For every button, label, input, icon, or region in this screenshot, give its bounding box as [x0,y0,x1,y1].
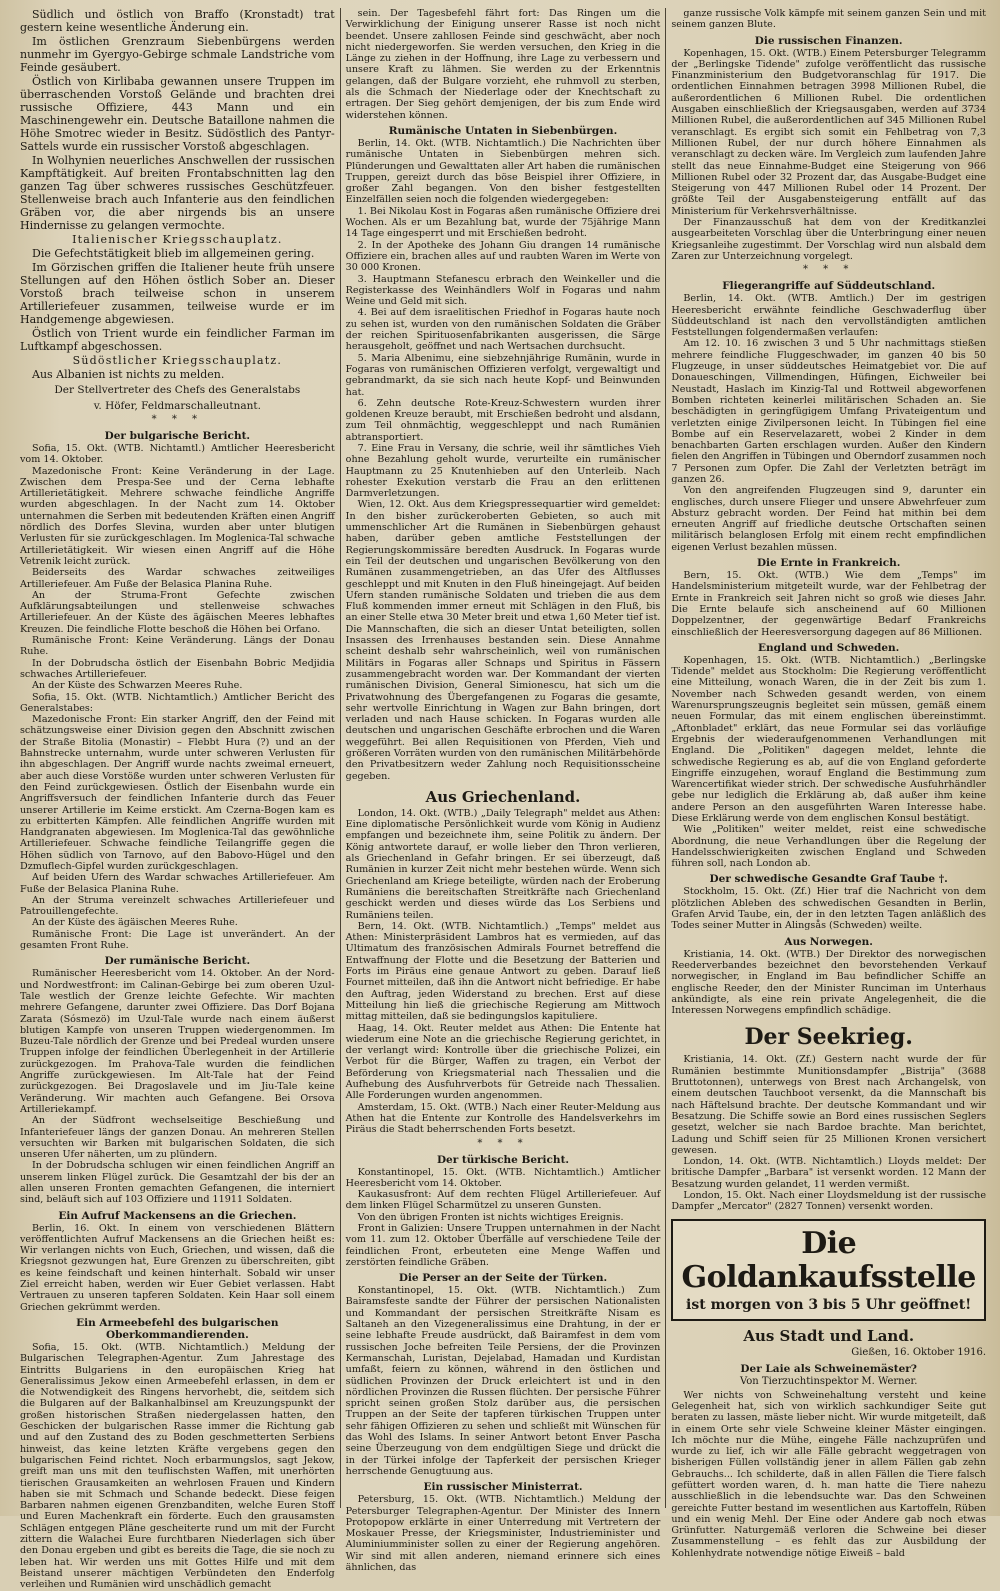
paragraph: Von den angreifenden Flugzeugen sind 9, darunter ein englisches, durch unsere Flieger und unsere Abwehrfeuer zum Absturz gebracht worden. Der Feind hat mithin bei dem erneuten Angriff auf friedliche deutsche Ortschaften seinen militärisch belanglosen Erfolg mit einem recht empfindlichen eigenen Verlust bezahlen müssen. [671,485,987,553]
author-line: Von Tierzuchtinspektor M. Werner. [739,1375,918,1387]
paragraph: Berlin, 14. Okt. (WTB. Nichtamtlich.) Die Nachrichten über rumänische Untaten in Siebenbürgen mehren sich. Plünderungen und Gewalttaten aller Art haben die rumänischen Truppen, gereizt durch das böse Beispiel ihrer Offiziere, in großer Zahl begangen. Von den bisher festgestellten Einzelfällen seien noch die folgenden wiedergegeben: [345,137,661,206]
column-rule [340,8,341,1508]
article-heading: Der Laie als Schweinemäster? [740,1362,917,1375]
paragraph: Berlin, 14. Okt. (WTB. Amtlich.) Der im gestrigen Heeresbericht erwähnte feindliche Geschwaderflug über Süddeutschland ist nach den vervollständigten amtlichen Feststellungen folgendermaßen verlaufen: [671,293,987,339]
paragraph: Sofia, 15. Okt. (WTB. Nichtamtlich.) Meldung der Bulgarischen Telegraphen-Agentur. Zum Jahrestage des Eintritts Bulgariens in den europäischen Krieg hat Generalissimus Jekow einen Armeebefehl erlassen, in dem er die Notwendigkeit des Ringens hervorhebt, die, seitdem sich die Bulgaren auf der Balkanhalbinsel am Kreuzungspunkt der großen historischen Straßen niedergelassen hatten, den Geschicken der bulgarischen Rasse immer die Richtung gab und auf den Zustand des zu Boden geschmetterten Serbiens hinweist, das keine letzten Kräfte vergebens gegen den bulgarischen Feind richtet. Noch erbarmungslos, sagt Jekow, greift man uns mit den teuflischsten Waffen, mit unerhörten tierischen Grausamkeiten an wehrlosen Frauen und Kindern haben sie mit Schmach und Schande bedeckt. Diese feigen Barbaren nahmen eigenen Grenzbanditen, welche Euren Stoff und Euren Machenkraft ein förderte. Euch den grausamsten Schlägen entgegen Pläne gescheiterte rund um mit der Furcht zittern die Walachei Eure furchtbaren Niederlagen sich über den Donau ergeben und gibt es bereits die Tage, die sie noch zu leben hat. Wir werden uns mit Gottes Hilfe und mit dem Beistand unserer mächtigen Verbündeten den Enderfolg verleihen und Rumänien wird unschädlich gemacht [20,1341,335,1591]
paragraph: Petersburg, 15. Okt. (WTB. Nichtamtlich.) Meldung der Petersburger Telegraphen-Agentur. Der Minister des Innern Protopopow erklärte in einer Unterredung mit Vertretern der Moskauer Presse, der Kriegsminister, Industrieminister und Aluminiumminister sollen zu einer der Regierung angehören. Wir sind mit allen anderen, niemand erinnere sich eines ähnlichen, das [345,1494,661,1573]
article-heading: Die russischen Finanzen. [754,34,903,47]
paragraph: An der Struma-Front Gefechte zwischen Aufklärungsabteilungen und stellenweise schwaches Artilleriefeuer. An der Küste des ägäischen Meeres lebhaftes Kreuzen. Die feindliche Flotte beschoß die Höhen bei Orfano. [20,589,335,635]
paragraph: Bern, 15. Okt. (WTB.) Wie dem „Temps" im Handelsministerium mitgeteilt wurde, war der Fehlbetrag der Ernte in Frankreich seit Jahren nicht so groß wie dieses Jahr. Die Ernte belaufe sich anscheinend auf 60 Millionen Doppelzentner, der gegenwärtige Bedarf Frankreichs einschließlich der Heeresversorgung dagegen auf 86 Millionen. [671,570,987,638]
article-heading [20,1329,335,1341]
paragraph: Südlich und östlich von Braffo (Kronstadt) trat gestern keine wesentliche Änderung ein. [20,8,335,34]
paragraph: Kristiania, 14. Okt. (WTB.) Der Direktor des norwegischen Reederverbandes bezeichnet den bevorstehenden Verkauf norwegischer, in England im Bau befindlicher Schiffe an englische Reeder, den der Minister Runciman im Unterhaus ankündigte, als eine rein private Angelegenheit, die die Interessen Norwegens empfindlich schädige. [671,948,987,1017]
paragraph: Östlich von Kirlibaba gewannen unsere Truppen im überraschenden Vorstoß Gelände und brachten drei russische Offiziere, 443 Mann und ein Maschinengewehr ein. Deutsche Bataillone nahmen die Höhe Smotrec wieder in Besitz. Südöstlich des Pantyr-Sattels wurde ein russischer Vorstoß abgeschlagen. [20,75,335,153]
advertisement-subtitle: ist morgen von 3 bis 5 Uhr geöffnet! [686,1296,972,1313]
paragraph: London, 14. Okt. (WTB. Nichtamtlich.) Lloyds meldet: Der britische Dampfer „Barbara" ist versenkt worden. 12 Mann der Besatzung wurden gelandet, 11 werden vermißt. [671,1156,987,1190]
section-separator: * * * [803,264,855,276]
paragraph: Die Gefechtstätigkeit blieb im allgemeinen gering. [32,247,315,260]
paragraph: Konstantinopel, 15. Okt. (WTB. Nichtamtlich.) Zum Bairamsfeste sandte der Führer der persischen Nationalisten und Kommandant der persischen Streitkräfte Nisam es Saltaneh an den Vizegeneralissimus eine Drahtung, in der er seine lebhafte Freude ausdrückt, daß Bairamfest in dem vom russischen Joche befreiten Teile Persiens, der die Provinzen Kermanschah, Luristan, Dejelabad, Hamadan und Kurdistan umfaßt, feiern zu können, während in den östlichen und südlichen Provinzen der Druck erleichtert ist und in den nördlichen Provinzen die Russen flüchten. Der persische Führer spricht seinen großen Stolz darüber aus, die persischen Truppen an der Seite der tapferen türkischen Truppen unter sehr fähigen Offizieren zu sehen und schließt mit Wünschen für das Wohl des Islams. In seiner Antwort betont Enver Pascha seine Überzeugung von dem endgültigen Siege und drückt die in der Türkei infolge der Tapferkeit der persischen Krieger herrschende Genugtuung aus. [345,1285,661,1477]
article-heading: Aus Griechenland. [425,787,581,806]
paragraph: Östlich von Trient wurde ein feindlicher Farman im Luftkampf abgeschossen. [20,327,335,353]
paragraph: Sofia, 15. Okt. (WTB. Nichtamtl.) Amtlicher Heeresbericht vom 14. Oktober. [20,443,335,466]
paragraph: Auf beiden Ufern des Wardar schwaches Artilleriefeuer. Am Fuße der Belasica Planina Ruhe. [20,872,335,895]
paragraph: Im Görzischen griffen die Italiener heute früh unsere Stellungen auf den Höhen östlich Sober an. Dieser Vorstoß brach teilweise schon in unserem Artilleriefeuer zusammen, teilweise wurde er im Handgemenge abgewiesen. [20,261,335,326]
paragraph: Sofia, 15. Okt. (WTB. Nichtamtlich.) Amtlicher Bericht des Generalstabes: [20,691,335,714]
signature-line: Der Stellvertreter des Chefs des Generalstabs [54,384,301,396]
article-heading: Die Ernte in Frankreich. [756,557,901,570]
paragraph: 3. Hauptmann Stefanescu erbrach den Weinkeller und die Registerkasse des Weinhändlers Wolf in Fogaras und nahm Weine und Geld mit sich. [345,273,661,308]
paragraph: Mazedonische Front: Ein starker Angriff, den der Feind mit schätzungsweise einer Division gegen den Abschnitt zwischen der Straße Bitolia (Monastir) – Flebbt Hura (?) und an der Bahnstrecke unternahm, wurde unter schweren Verlusten für ihn abgeschlagen. Der Angriff wurde nachts zweimal erneuert, aber auch diese Vorstöße wurden unter schweren Verlusten für den Feind zurückgewiesen. Östlich der Eisenbahn wurde ein Angriffsversuch der feindlichen Infanterie durch das Feuer unserer Artillerie im Keime erstickt. Am Czerna-Bogen kam es zu erbitterten Kämpfen. Alle feindlichen Angriffe wurden mit Handgranaten abgewiesen. Im Moglenica-Tal das gewöhnliche Artilleriefeuer. Schwache feindliche Teilangriffe gegen die Höhen südlich von Tarnovo, auf den Babovo-Hügel und den Dzmuflech-Gipfel wurden zurückgeschlagen. [20,714,335,872]
paragraph: Front in Galizien: Unsere Truppen unternahmen in der Nacht vom 11. zum 12. Oktober Überfälle auf verschiedene Teile der feindlichen Front, erbeuteten eine Menge Waffen und zerstörten feindliche Gräben. [345,1222,661,1268]
section-separator: * * * [151,414,204,425]
paragraph: Wien, 12. Okt. Aus dem Kriegspressequartier wird gemeldet: In den bisher zurückeroberten Gebieten, so auch mit ummenschlicher Art die Rumänen in Siebenbürgen gehaust haben, darüber geben amtliche Feststellungen der Regierungskommissäre beredten Ausdruck. In Fogaras wurde ein Teil der deutschen und ungarischen Bevölkerung von den Rumänen zusammengetrieben, an das Ufer des Altflusses geschleppt und mit Knuten in den Fluß hineingejagt. Auf beiden Ufern standen rumänische Soldaten und trieben die aus dem Fluß kommenden immer erneut mit Schlägen in den Fluß, bis an einer Stelle etwa 30 Meter breit und etwa 1,60 Meter tief ist. Die Mannschaften, die sich an dieser Untat beteiligten, sollen Insassen des Irrenhauses bestanden sein. Diese Annahme scheint deshalb sehr wahrscheinlich, weil von rumänischen Militärs in Fogaras aller Schnaps und Spiritus in Fässern zusammengebracht worden war. Der Kommandant der vierten rumänischen Division, General Simionescu, hat sich um die Privatwohnung des Übergefangenen zu Fogaras die gesamte, sehr wertvolle Einrichtung in Wagen zur Bahn bringen, dort verladen und nach Hause schicken. In Fogaras wurden alle deutschen und ungarischen Geschäfte erbrochen und die Waren weggeführt. Bei allen Requisitionen von Pferden, Vieh und größeren Vorräten wurden von den rumänischen Militärbehörde den Privatbesitzern weder Zahlung noch Requisitionsscheine gegeben. [345,499,661,782]
paragraph: Kristiania, 14. Okt. (Zf.) Gestern nacht wurde der für Rumänien bestimmte Munitionsdampfer „Bistrija" (3688 Bruttotonnen), unterwegs von Brest nach Archangelsk, von einem deutschen Tauchboot versenkt, da die Mannschaft bis nach Häftelsund brachte. Der deutsche Kommandant und wir Besatzung. Die Schiffe sowie an Bord eines russischen Seglers gesetzt, welcher sie nach Bardoe brachte. Man berichtet, Ladung und Schiff seien für 25 Millionen Kronen versichert gewesen. [671,1054,987,1156]
paragraph: Von den übrigen Fronten ist nichts wichtiges Ereignis. [357,1211,624,1223]
section-separator: * * * [477,1137,529,1149]
paragraph: Im östlichen Grenzraum Siebenbürgens werden nunmehr im Gyergyo-Gebirge schmale Landstriche vom Feinde gesäubert. [20,35,335,74]
article-heading: Die Perser an der Seite der Türken. [398,1272,608,1285]
heading-line: Oberkommandierenden. [105,1328,249,1341]
paragraph: Aus Albanien ist nichts zu melden. [32,368,225,381]
paragraph: 6. Zehn deutsche Rote-Kreuz-Schwestern wurden ihrer goldenen Kreuze beraubt, mit Erschießen bedroht und alsdann, zum Teil ohnmächtig, weggeschleppt und nach Rumänien abtransportiert. [345,397,661,443]
paragraph: Haag, 14. Okt. Reuter meldet aus Athen: Die Entente hat wiederum eine Note an die griechische Regierung gerichtet, in der verlangt wird: Kontrolle über die griechische Polizei, ein Verbot für die Bürger, Waffen zu tragen, ein Verbot der Beförderung von Kriegsmaterial nach Thessalien und die Aufhebung des Ausfuhrverbots für Getreide nach Thessalien. Alle Forderungen wurden angenommen. [345,1022,661,1102]
section-subheading: Italienischer Kriegsschauplatz. [72,233,283,246]
paragraph: 4. Bei auf dem israelitischen Friedhof in Fogaras haute noch zu sehen ist, wurden von den rumänischen Soldaten die Gräber der reichen Spirituosenfabrikanten ausgerissen, die Särge herausgeholt, geöffnet und nach Wertsachen durchsucht. [345,307,661,353]
paragraph: Berlin, 16. Okt. In einem von verschiedenen Blättern veröffentlichten Aufruf Mackensens an die Griechen heißt es: Wir verlangen nichts von Euch, Griechen, und wissen, daß die Kriegsnot gezwungen hat, Eure Grenzen zu überschreiten, gibt es keine feindschaft und keinen hinterhalt. Sobald wir unser Ziel erreicht haben, werden wir Euer Gebiet verlassen. Habt Vertrauen zu unseren tapferen Soldaten. Kein Haar soll einem Griechen gekrümmt werden. [20,1222,335,1313]
advertisement-title: Die Goldankaufsstelle [681,1225,976,1295]
paragraph: Rumänischer Heeresbericht vom 14. Oktober. An der Nord- und Nordwestfront: im Calinan-Gebirge bei zum oberen Uzul-Tale westlich der Grenze leichte Gefechte. Wir machten mehrere Gefangene, darunter zwei Offiziere. Das Dorf Bojana Zarata (Sósmezö) im Uzul-Tale wurde nach einem äußerst blutigen Kampfe von unseren Truppen wiedergenommen. Im Buzeu-Tale nördlich der Grenze und bei Predeal wurden unsere Truppen infolge der feindlichen Überlegenheit in der Artillerie zurückgezogen. Im Prahova-Tale wurden die feindlichen Angriffe zurückgewiesen. Im Alt-Tale hat der Feind zurückgezogen. Bei Dragoslavele und im Jiu-Tale keine Veränderung. Wir machten auch Gefangene. Bei Orsova Artilleriekampf. [20,968,335,1115]
paragraph: Konstantinopel, 15. Okt. (WTB. Nichtamtlich.) Amtlicher Heeresbericht vom 14. Oktober. [345,1166,661,1189]
paragraph: An der Struma vereinzelt schwaches Artilleriefeuer und Patrouillengefechte. [20,894,335,918]
article-heading: Der schwedische Gesandte Graf Taube †. [709,873,948,886]
paragraph: 1. Bei Nikolau Kost in Fogaras aßen rumänische Offiziere drei Wochen. Als er um Bezahlung bat, wurde der 75jährige Mann 14 Tage eingesperrt und mit Erschießen bedroht. [345,205,661,240]
paragraph: Am 12. 10. 16 zwischen 3 und 5 Uhr nachmittags stießen mehrere feindliche Fluggeschwader, im ganzen 40 bis 50 Flugzeuge, in unser süddeutsches Heimatgebiet vor. Die auf Donaueschingen, Villmendingen, Hüfingen, Eichweiler bei Neustadt, Haslach im Kinzig-Tal und Rottweil abgeworfenen Bomben richteten keinerlei militärischen Schaden an. Sie beschädigten in geringfügigem Umfang Privateigentum und verletzten einige Zivilpersonen leicht. In Tübingen fiel eine Bombe auf ein Reservelazarett, wobei 2 Kinder in dem benachbarten Garten erschlagen wurden. Außer den Kindern fielen den Angriffen in Tübingen und Oberndorf zusammen noch 7 Personen zum Opfer. Die Zahl der Verletzten beträgt im ganzen 26. [671,338,987,485]
paragraph: Kopenhagen, 15. Okt. (WTB. Nichtamtlich.) „Berlingske Tidende" meldet aus Stockholm: Die Regierung veröffentlicht eine Mitteilung, wonach Waren, die in der Zeit bis zum 1. November nach Schweden gesandt werden, von einem Warenursprungszeugnis begleitet sein müssen, gemäß einem neuen Formular, das mit einem englischen übereinstimmt. „Aftonbladet" erklärt, das neue Formular sei das vorläufige Ergebnis der wiederaufgenommenen Verhandlungen mit England. Die „Politiken" dagegen meldet, lehnte die schwedische Regierung es ab, auf die von England geforderte Eingriffe einzugehen, worauf England die Bestimmung zum Warencertifikat wieder strich. Der schwedische Ausfuhrhändler gebe nur lediglich die Erklärung ab, daß außer ihm keine andere Person an den ausgeführten Waren Interesse habe. Diese Erklärung werde von dem englischen Konsul bestätigt. [671,654,987,824]
article-heading: Rumänische Untaten in Siebenbürgen. [388,124,618,137]
paragraph: Beiderseits des Wardar schwaches zeitweiliges Artilleriefeuer. Am Fuße der Belasica Planina Ruhe. [20,567,335,590]
paragraph: London, 15. Okt. Nach einer Lloydsmeldung ist der russische Dampfer „Mercator" (2827 Tonnen) versenkt worden. [671,1190,987,1213]
paragraph: Mazedonische Front: Keine Veränderung in der Lage. Zwischen dem Prespa-See und der Cerna lebhafte Artillerietätigkeit. Mehrere schwache feindliche Angriffe wurden abgeschlagen. In der Nacht zum 14. Oktober unternahmen die Serben mit bedeutenden Kräften einen Angriff nördlich des Dorfes Slevina, wurden aber unter blutigen Verlusten für sie zurückgeschlagen. Im Moglenica-Tal schwache Artillerietätigkeit. Wir wiesen einen Angriff auf die Höhe Vetrenik leicht zurück. [20,465,335,567]
front-report-intro [20,8,335,412]
paragraph: An der Südfront wechselseitige Beschießung und Infanteriefeuer längs der ganzen Donau. An mehreren Stellen versuchten wir Barken mit bulgarischen Soldaten, die sich unseren Ufer näherten, um zu plündern. [20,1115,335,1161]
article-heading: Ein russischer Ministerrat. [423,1481,583,1494]
paragraph: Amsterdam, 15. Okt. (WTB.) Nach einer Reuter-Meldung aus Athen hat die Entente zur Kontrolle des Handelsverkehrs im Piräus die Stadt beherrschenden Forts besetzt. [345,1101,661,1136]
paragraph: Rumänische Front: Die Lage ist unverändert. An der gesamten Front Ruhe. [20,928,335,952]
paragraph: In der Dobrudscha schlugen wir einen feindlichen Angriff an unserem linken Flügel zurück. Die Gesamtzahl der bis der an allen unseren Fronten gemachten Gefangenen, die interniert sind, beläuft sich auf 103 Offiziere und 11911 Soldaten. [20,1160,335,1206]
paragraph: Kopenhagen, 15. Okt. (WTB.) Einem Petersburger Telegramm der „Berlingske Tidende" zufolge veröffentlicht das russische Finanzministerium den Budgetvoranschlag für 1917. Die ordentlichen Einnahmen betragen 3998 Millionen Rubel, die außerordentlichen 6 Millionen Rubel. Die ordentlichen Ausgaben einschließlich der Kriegsausgaben, werden auf 3734 Millionen Rubel, die außerordentlichen auf 345 Millionen Rubel veranschlagt. Es ergibt sich somit ein Fehlbetrag von 7,3 Millionen Rubel, der nur durch höhere Einnahmen als veranschlagt zu decken wäre. Im Vergleich zum laufenden Jahre stellt das neue Einnahme-Budget eine Steigerung von 966 Millionen Rubel oder 32 Prozent dar, das Ausgabe-Budget eine Steigerung von 447 Millionen Rubel oder 14 Prozent. Der größte Teil der Ausgabensteigerung entfällt auf das Ministerium für Verkehrsverhältnisse. [671,47,987,217]
paragraph: London, 14. Okt. (WTB.) „Daily Telegraph" meldet aus Athen: Eine diplomatische Persönlichkeit wurde vom König in Audienz empfangen und bezeichnete ihm, seine Politik zu ändern. Der König antwortete darauf, er wolle lieber den Thron verlieren, als Griechenland in Gefahr bringen. Er sei überzeugt, daß Rumänien in kurzer Zeit nicht mehr bestehen würde. Wenn sich Griechenland am Kriege beteiligte, würden nach der Eroberung Rumäniens die bereitschaften Streitkräfte nach Griechenland geschickt werden und dieses würde das Los Serbiens und Rumäniens teilen. [345,807,661,921]
paragraph: Stockholm, 15. Okt. (Zf.) Hier traf die Nachricht von dem plötzlichen Ableben des schwedischen Gesandten in Berlin, Grafen Arvid Taube, ein, der in den letzten Tagen anläßlich des Todes seiner Mutter in Alingsås (Schweden) weilte. [671,886,987,932]
article-heading: Fliegerangriffe auf Süddeutschland. [722,280,936,293]
paragraph: An der Küste des Schwarzen Meeres Ruhe. [32,680,243,692]
article-heading [20,1317,335,1329]
paragraph: In Wolhynien neuerliches Anschwellen der russischen Kampftätigkeit. Auf breiten Frontabschnitten lag den ganzen Tag über schweres russisches Geschützfeuer. Stellenweise brach auch Infanterie aus den feindlichen Gräben vor, die aber nirgends bis an unsere Hindernisse zu gelangen vermochte. [20,154,335,232]
article-heading: Aus Norwegen. [784,935,873,948]
section-subheading: Südöstlicher Kriegsschauplatz. [72,354,283,367]
column-2 [345,8,661,1573]
article-heading: Der rumänische Bericht. [104,955,251,968]
paragraph: In der Dobrudscha östlich der Eisenbahn Bobric Medjidia schwaches Artilleriefeuer. [20,657,335,680]
dateline: Gießen, 16. Oktober 1916. [851,1346,987,1358]
paragraph: 7. Eine Frau in Versany, die schrie, weil ihr sämtliches Vieh ohne Bezahlung geholt wurde, verurteilte ein rumänischer Hauptmann zu 25 Knutenhieben auf den Unterleib. Nach rohester Exekution verstarb die Frau an den erlittenen Darmverletzungen. [345,442,661,500]
paragraph: Wie „Politiken" weiter meldet, reist eine schwedische Abordnung, die neue Verhandlungen über die Regelung der Handelsschwierigkeiten zwischen England und Schweden führen soll, nach London ab. [671,824,987,870]
article-heading: Der Seekrieg. [744,1024,913,1051]
advertisement-box [671,1219,986,1321]
article-heading: England und Schweden. [758,641,900,654]
paragraph: Rumänische Front: Keine Veränderung. Längs der Donau Ruhe. [20,635,335,658]
column-1 [20,8,335,1591]
signature-line: v. Höfer, Feldmarschalleutnant. [93,399,261,412]
paragraph: Der Finanzausschuß hat dem von der Kreditkanzlei ausgearbeiteten Vorschlag über die Unterbringung einer neuen Kriegsanleihe zugestimmt. Der Vorschlag wird nun alsbald dem Zaren zur Unterzeichnung vorgelegt. [671,217,987,262]
paragraph: Bern, 14. Okt. (WTB. Nichtamtlich.) „Temps" meldet aus Athen: Ministerpräsident Lambros hat es vermieden, auf das Ultimatum des französischen Admirals Fournet betreffend die Entwaffnung der Flotte und die Besetzung der Batterien und Forts im Piräus eine genaue Antwort zu geben. Darauf ließ Fournet mitteilen, daß ihn die Antwort nicht befriedige. Er habe den Auftrag, jeden Widerstand zu brechen. Erst auf diese Mitteilung hin ließ die griechische Regierung am Mittwoch mittag mitteilen, daß sie bedingungslos kapituliere. [345,920,661,1023]
article-heading: Der bulgarische Bericht. [104,430,251,442]
paragraph: ganze russische Volk kämpfe mit seinem ganzen Sein und mit seinem ganzen Blute. [671,8,987,31]
paragraph: 5. Maria Albenimu, eine siebzehnjährige Rumänin, wurde in Fogaras von rumänischen Offizieren verfolgt, vergewaltigt und gebrandmarkt, da sie sich nach heute Kopf- und Beinwunden hat. [345,352,661,398]
paragraph: sein. Der Tagesbefehl fährt fort: Das Ringen um die Verwirklichung der Einigung unserer Rasse ist noch nicht beendet. Unsere zahllosen Feinde sind geschwächt, aber noch nicht niedergeworfen. Sie werden versuchen, den Krieg in die Länge zu ziehen in der Hoffnung, ihre Lage zu verbessern und unsere Kraft zu lähmen. Sie werden zu der Erkenntnis gelangen, daß der Bulgare vorzieht, ehe ruhmvoll zu sterben, als die Schmach der Niederlage oder der Knechtschaft zu ertragen. Der Sieg gehört demjenigen, der bis zum Ende wird widerstehen können. [345,8,661,121]
column-rule [665,8,666,1508]
paragraph: Wer nichts von Schweinehaltung versteht und keine Gelegenheit hat, sich von wirklich sachkundiger Seite gut beraten zu lassen, mäste lieber nicht. Wir wurde mitgeteilt, daß in einem Orte sehr viele Schweine kleiner Mäster eingingen. Ich möchte nur die Mühe, eingehe Fälle nachzuprüfen und wurde zu lief, ich wir alle Fälle gebracht weggetragen von bisherigen Füllen vollständig jener in allem Fällen gab zehn Gebrauchs... Ich schilderte, daß in allen Fällen die Tiere falsch gefüttert worden waren, d. h. man hatte die Tiere nahezu ausschließlich in die lebendsuchte war. Das den Schweinen gereichte Futter bestand im wesentlichen aus Kartoffeln, Rüben und ein wenig Mehl. Der Eine oder Andere gab noch etwas Grünfutter. Naturgemäß verloren die Schweine bei dieser Zusammenstellung – es fehlt das zur Ausbildung der Kohlenhydrate notwendige nötige Eiweiß – bald [671,1389,987,1559]
heading-line: Ein Armeebefehl des bulgarischen [76,1316,279,1329]
paragraph: 2. In der Apotheke des Johann Giu drangen 14 rumänische Offiziere ein, brachen alles auf und raubten Waren im Werte von 30 000 Kronen. [345,239,661,274]
article-heading: Der türkische Bericht. [436,1153,570,1166]
paragraph: Kaukasusfront: Auf dem rechten Flügel Artilleriefeuer. Auf dem linken Flügel Scharmützel zu unseren Gunsten. [345,1189,661,1212]
article-heading: Ein Aufruf Mackensens an die Griechen. [58,1209,297,1222]
paragraph: An der Küste des ägäischen Meeres Ruhe. [32,917,238,929]
section-heading: Aus Stadt und Land. [743,1326,915,1345]
column-3 [671,8,987,1559]
